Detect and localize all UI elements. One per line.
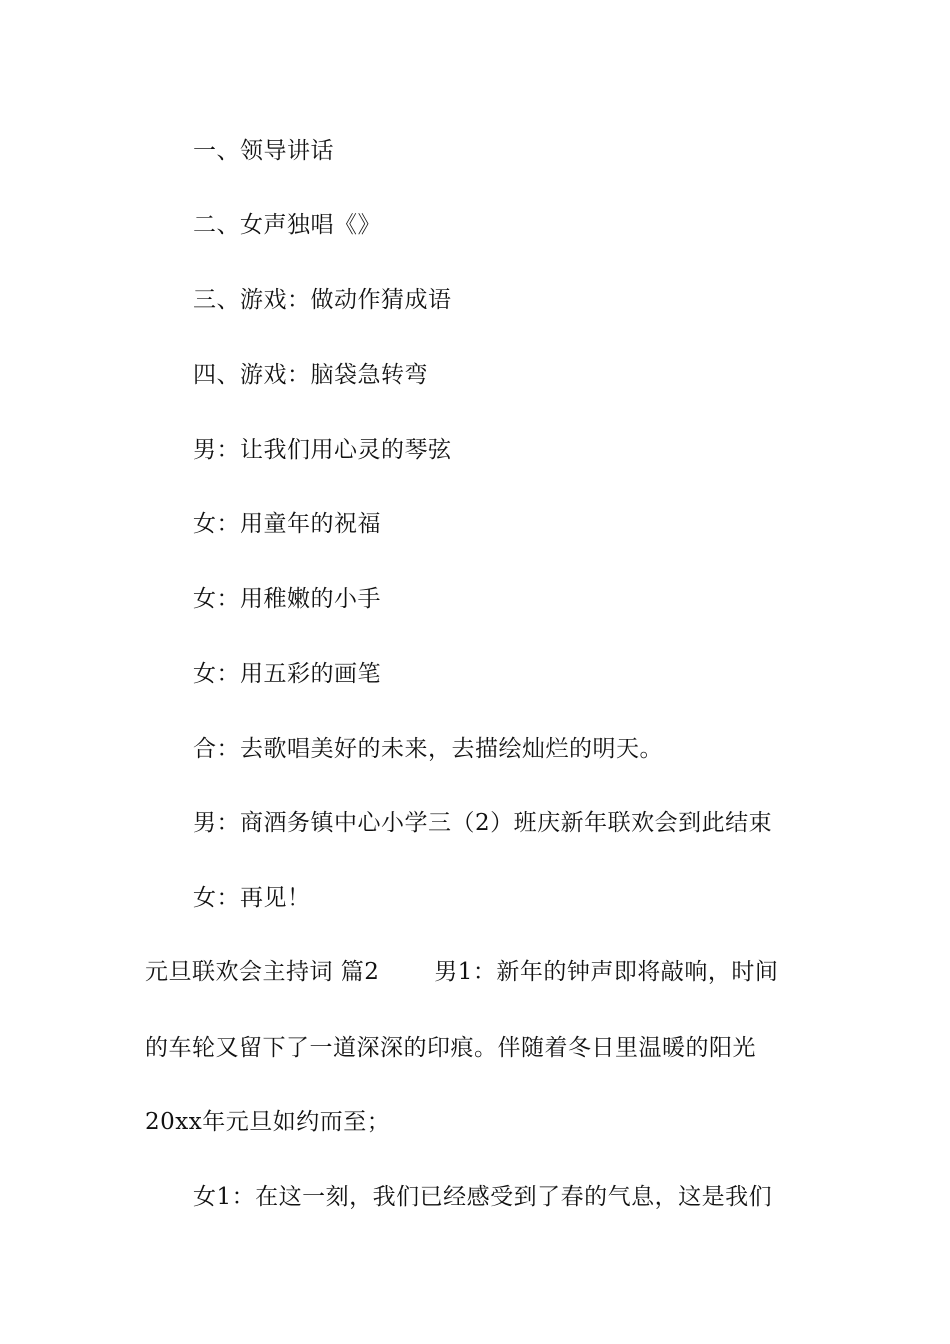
paragraph-line-1: 的车轮又留下了一道深深的印痕。伴随着冬日里温暖的阳光 <box>145 1035 756 1061</box>
script-line-together: 合：去歌唱美好的未来，去描绘灿烂的明天。 <box>193 736 663 762</box>
program-item-2: 二、女声独唱《》 <box>193 212 381 238</box>
program-item-1: 一、领导讲话 <box>193 138 334 164</box>
section-heading-line: 元旦联欢会主持词 篇2 男1：新年的钟声即将敲响，时间 <box>145 959 779 985</box>
script-line-female-2: 女：用稚嫩的小手 <box>193 586 381 612</box>
script-line-male-1: 男：让我们用心灵的琴弦 <box>193 437 452 463</box>
program-item-4: 四、游戏：脑袋急转弯 <box>193 362 428 388</box>
script-line-female-4: 女：再见！ <box>193 885 311 911</box>
paragraph-line-2: 20xx年元旦如约而至； <box>145 1109 391 1135</box>
script-line-female-1: 女：用童年的祝福 <box>193 511 381 537</box>
script-line-female-3: 女：用五彩的画笔 <box>193 661 381 687</box>
script-line-male-2: 男：商酒务镇中心小学三（2）班庆新年联欢会到此结束 <box>193 810 773 836</box>
paragraph-line-3: 女1：在这一刻，我们已经感受到了春的气息，这是我们 <box>193 1184 773 1210</box>
program-item-3: 三、游戏：做动作猜成语 <box>193 287 452 313</box>
